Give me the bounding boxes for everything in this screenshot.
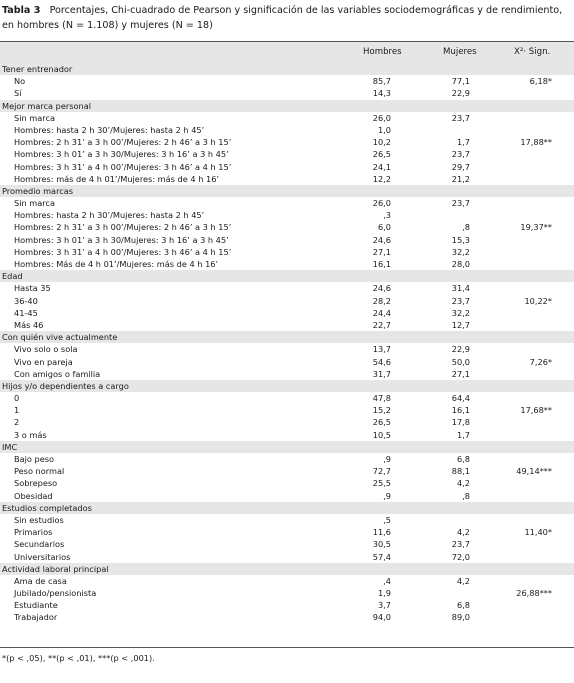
row-label: Hombres: 3 h 31’ a 4 h 00’/Mujeres: 3 h 46’ a 4 h 15’ xyxy=(14,246,232,257)
cell-mujeres: 89,0 xyxy=(451,612,470,623)
table-row xyxy=(0,173,574,185)
cell-hombres: 26,0 xyxy=(372,112,391,123)
cell-mujeres: 64,4 xyxy=(451,393,470,404)
cell-mujeres: 27,1 xyxy=(451,368,470,379)
cell-mujeres: 22,9 xyxy=(451,88,470,99)
cell-hombres: 25,5 xyxy=(372,478,391,489)
cell-mujeres: 12,7 xyxy=(451,319,470,330)
cell-mujeres: 21,2 xyxy=(451,173,470,184)
cell-hombres: 31,7 xyxy=(372,368,391,379)
group-label: Actividad laboral principal xyxy=(2,563,109,574)
cell-hombres: 94,0 xyxy=(372,612,391,623)
table-row xyxy=(0,221,574,233)
table-row xyxy=(0,234,574,246)
table-row xyxy=(0,429,574,441)
row-label: Más 46 xyxy=(14,319,44,330)
cell-hombres: 26,5 xyxy=(372,149,391,160)
cell-chi: 10,22* xyxy=(524,295,552,306)
cell-mujeres: 23,7 xyxy=(451,112,470,123)
cell-hombres: 10,2 xyxy=(372,137,391,148)
cell-hombres: 15,2 xyxy=(372,405,391,416)
cell-mujeres: 6,8 xyxy=(456,454,470,464)
row-label: 41-45 xyxy=(14,307,38,318)
cell-mujeres: 4,2 xyxy=(456,575,470,586)
cell-mujeres: 16,1 xyxy=(451,405,470,416)
row-label: Vivo en pareja xyxy=(14,356,73,367)
row-label: Peso normal xyxy=(14,466,65,477)
row-label: Con amigos o familia xyxy=(14,368,101,379)
cell-hombres: 24,4 xyxy=(372,307,391,318)
table-group-row xyxy=(0,502,574,514)
row-label: Secundarios xyxy=(14,539,65,550)
row-label: 1 xyxy=(14,405,20,416)
table-group-row xyxy=(0,270,574,282)
cell-mujeres: 23,7 xyxy=(451,295,470,306)
cell-hombres: 47,8 xyxy=(372,393,391,404)
table-row xyxy=(0,87,574,99)
row-label: Primarios xyxy=(14,527,53,538)
cell-chi: 49,14*** xyxy=(516,466,552,477)
row-label: Sin marca xyxy=(14,198,55,209)
table-row xyxy=(0,538,574,550)
cell-hombres: 24,6 xyxy=(372,283,391,294)
cell-mujeres: ,8 xyxy=(462,222,470,233)
table-row xyxy=(0,136,574,148)
table-group-row xyxy=(0,100,574,112)
table-row xyxy=(0,295,574,307)
row-label: Sí xyxy=(14,88,22,99)
row-label: Ama de casa xyxy=(14,575,67,586)
table-row xyxy=(0,258,574,270)
table-row xyxy=(0,465,574,477)
cell-hombres: ,4 xyxy=(383,575,391,586)
cell-chi: 6,18* xyxy=(529,76,552,87)
group-label: Promedio marcas xyxy=(2,185,74,196)
cell-mujeres: 31,4 xyxy=(451,283,470,294)
table-row xyxy=(0,368,574,380)
table-row xyxy=(0,343,574,355)
table-row xyxy=(0,75,574,87)
cell-chi: 7,26* xyxy=(529,356,552,367)
cell-hombres: 24,6 xyxy=(372,234,391,245)
table-row xyxy=(0,477,574,489)
cell-hombres: 28,2 xyxy=(372,295,391,306)
cell-hombres: 85,7 xyxy=(372,76,391,87)
cell-mujeres: 17,8 xyxy=(451,417,470,428)
table-row xyxy=(0,611,574,623)
cell-mujeres: 32,2 xyxy=(451,246,470,257)
cell-hombres: ,9 xyxy=(383,454,391,464)
cell-chi: 17,68** xyxy=(520,405,552,416)
cell-hombres: 26,0 xyxy=(372,198,391,209)
cell-hombres: 12,2 xyxy=(372,173,391,184)
table-row xyxy=(0,587,574,599)
table-title: Porcentajes, Chi-cuadrado de Pearson y significación de las variables sociodemográficas y de rendimiento, en hombres (N = 1.108) y mujeres (N = 18) xyxy=(2,5,563,31)
cell-hombres: ,3 xyxy=(383,210,391,221)
cell-mujeres: 23,7 xyxy=(451,198,470,209)
cell-mujeres: 23,7 xyxy=(451,539,470,550)
cell-mujeres: 29,7 xyxy=(451,161,470,172)
group-label: Hijos y/o dependientes a cargo xyxy=(2,380,129,391)
group-label: Edad xyxy=(2,271,23,282)
cell-hombres: 57,4 xyxy=(372,551,391,562)
cell-mujeres: 4,2 xyxy=(456,478,470,489)
cell-hombres: 24,1 xyxy=(372,161,391,172)
table-row xyxy=(0,526,574,538)
cell-mujeres: 6,8 xyxy=(456,600,470,611)
row-label: 36-40 xyxy=(14,295,38,306)
cell-chi: 26,88*** xyxy=(516,588,552,599)
table-group-row xyxy=(0,380,574,392)
cell-mujeres: 77,1 xyxy=(451,76,470,87)
row-label: Vivo solo o sola xyxy=(14,344,78,355)
row-label: Hasta 35 xyxy=(14,283,51,294)
row-label: Obesidad xyxy=(14,490,53,501)
row-label: Hombres: hasta 2 h 30’/Mujeres: hasta 2 h 45’ xyxy=(14,210,205,221)
cell-hombres: 10,5 xyxy=(372,429,391,440)
row-label: Trabajador xyxy=(14,612,58,623)
table-row xyxy=(0,209,574,221)
table-row xyxy=(0,319,574,331)
row-label: Jubilado/pensionista xyxy=(14,588,97,599)
row-label: Hombres: 3 h 31’ a 4 h 00’/Mujeres: 3 h 46’ a 4 h 15’ xyxy=(14,161,232,172)
cell-mujeres: 15,3 xyxy=(451,234,470,245)
cell-hombres: 6,0 xyxy=(377,222,391,233)
table-group-row xyxy=(0,63,574,75)
table-footnote: *(p < ,05), **(p < ,01), ***(p < ,001). xyxy=(2,653,155,663)
cell-mujeres: 28,0 xyxy=(451,259,470,269)
group-label: IMC xyxy=(2,441,18,452)
row-label: Sin estudios xyxy=(14,514,64,525)
cell-hombres: 27,1 xyxy=(372,246,391,257)
table-row xyxy=(0,282,574,294)
table-row xyxy=(0,599,574,611)
cell-mujeres: 32,2 xyxy=(451,307,470,318)
table-row xyxy=(0,307,574,319)
row-label: Estudiante xyxy=(14,600,58,611)
cell-mujeres: 22,9 xyxy=(451,344,470,355)
cell-hombres: 3,7 xyxy=(377,600,391,611)
cell-chi: 19,37** xyxy=(520,222,552,233)
table-row xyxy=(0,575,574,587)
column-header-hombres: Hombres xyxy=(363,47,402,57)
row-label: 3 o más xyxy=(14,429,47,440)
table-label: Tabla 3 xyxy=(2,5,41,16)
row-label: Hombres: 3 h 01’ a 3 h 30/Mujeres: 3 h 16’ a 3 h 45’ xyxy=(14,234,229,245)
table-group-row xyxy=(0,185,574,197)
row-label: Hombres: hasta 2 h 30’/Mujeres: hasta 2 h 45’ xyxy=(14,124,205,135)
row-label: Hombres: 3 h 01’ a 3 h 30/Mujeres: 3 h 16’ a 3 h 45’ xyxy=(14,149,229,160)
row-label: No xyxy=(14,76,26,87)
cell-mujeres: 1,7 xyxy=(456,429,470,440)
group-label: Mejor marca personal xyxy=(2,100,92,111)
cell-mujeres: 72,0 xyxy=(451,551,470,562)
row-label: Hombres: más de 4 h 01’/Mujeres: más de 4 h 16’ xyxy=(14,173,220,184)
table-row xyxy=(0,161,574,173)
table-row xyxy=(0,197,574,209)
table-row xyxy=(0,148,574,160)
cell-mujeres: 50,0 xyxy=(451,356,470,367)
cell-hombres: ,5 xyxy=(383,514,391,525)
column-header-mujeres: Mujeres xyxy=(443,47,477,57)
bottom-rule xyxy=(0,647,574,648)
group-label: Estudios completados xyxy=(2,502,92,513)
row-label: Hombres: Más de 4 h 01’/Mujeres: más de 4 h 16’ xyxy=(14,259,219,269)
table-row xyxy=(0,404,574,416)
cell-hombres: 72,7 xyxy=(372,466,391,477)
row-label: 2 xyxy=(14,417,20,428)
cell-chi: 11,40* xyxy=(524,527,552,538)
table-row xyxy=(0,246,574,258)
cell-chi: 17,88** xyxy=(520,137,552,148)
cell-hombres: 13,7 xyxy=(372,344,391,355)
table-header xyxy=(0,42,574,64)
table-body xyxy=(0,63,574,624)
table-row xyxy=(0,453,574,465)
cell-hombres: 16,1 xyxy=(372,259,391,269)
column-header-chi: X²· Sign. xyxy=(514,47,551,57)
table-row xyxy=(0,112,574,124)
cell-mujeres: 1,7 xyxy=(456,137,470,148)
cell-hombres: ,9 xyxy=(383,490,391,501)
cell-hombres: 1,0 xyxy=(377,124,391,135)
cell-hombres: 14,3 xyxy=(372,88,391,99)
table-group-row xyxy=(0,563,574,575)
group-label: Tener entrenador xyxy=(2,64,73,74)
table-row xyxy=(0,490,574,502)
row-label: 0 xyxy=(14,393,20,404)
cell-hombres: 26,5 xyxy=(372,417,391,428)
cell-hombres: 54,6 xyxy=(372,356,391,367)
table-row xyxy=(0,356,574,368)
table-group-row xyxy=(0,441,574,453)
cell-mujeres: ,8 xyxy=(462,490,470,501)
cell-mujeres: 88,1 xyxy=(451,466,470,477)
cell-hombres: 11,6 xyxy=(372,527,391,538)
table-group-row xyxy=(0,331,574,343)
row-label: Sobrepeso xyxy=(14,478,58,489)
table-row xyxy=(0,124,574,136)
row-label: Universitarios xyxy=(14,551,71,562)
cell-hombres: 30,5 xyxy=(372,539,391,550)
row-label: Sin marca xyxy=(14,112,55,123)
cell-mujeres: 4,2 xyxy=(456,527,470,538)
table-row xyxy=(0,392,574,404)
table-row xyxy=(0,416,574,428)
row-label: Bajo peso xyxy=(14,454,55,464)
row-label: Hombres: 2 h 31’ a 3 h 00’/Mujeres: 2 h 46’ a 3 h 15’ xyxy=(14,222,232,233)
table-row xyxy=(0,514,574,526)
table-row xyxy=(0,551,574,563)
table-caption xyxy=(2,3,572,33)
cell-hombres: 22,7 xyxy=(372,319,391,330)
cell-hombres: 1,9 xyxy=(377,588,391,599)
group-label: Con quién vive actualmente xyxy=(2,332,118,343)
row-label: Hombres: 2 h 31’ a 3 h 00’/Mujeres: 2 h 46’ a 3 h 15’ xyxy=(14,137,232,148)
cell-mujeres: 23,7 xyxy=(451,149,470,160)
